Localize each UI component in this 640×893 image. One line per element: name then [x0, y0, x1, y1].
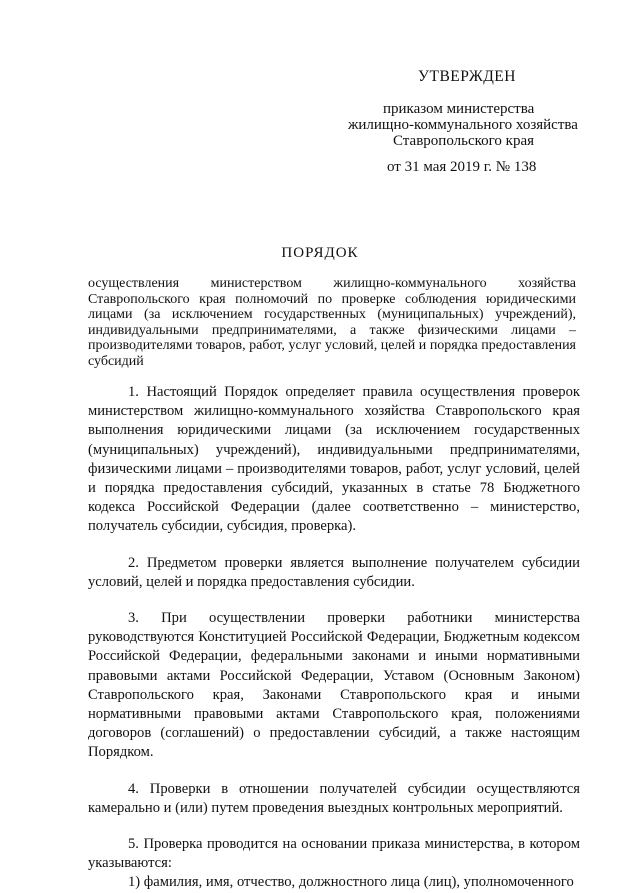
approval-heading: УТВЕРЖДЕН: [418, 68, 516, 85]
approval-line-2: жилищно-коммунального хозяйства: [348, 117, 578, 133]
document-subtitle: осуществления министерством жилищно-коммунального хозяйства Ставропольского края полномочий по проверке соблюдения юридическими лицами (за исключением государственных (муниципальных) учреждений), индивидуальными предпринимателями, а также физическими лицами – производителями товаров, работ, услуг условий, целей и порядка предоставления субсидий: [88, 276, 576, 369]
paragraph-5-item-1: 1) фамилия, имя, отчество, должностного лица (лиц), уполномоченного: [128, 874, 574, 891]
document-title: ПОРЯДОК: [281, 245, 359, 261]
paragraph-2: 2. Предметом проверки является выполнение получателем субсидии условий, целей и порядка предоставления субсидии.: [88, 554, 580, 590]
approval-line-3: Ставропольского края: [393, 133, 534, 149]
approval-line-1: приказом министерства: [383, 101, 535, 117]
paragraph-1: 1. Настоящий Порядок определяет правила осуществления проверок министерством жилищно-коммунального хозяйства Ставропольского края выполнения юридическими лицами (за исключением государственных (муниципальных) учреждений), индивидуальными предпринимателями, физическими лицами – производителями товаров, работ, услуг условий, целей и порядка предоставления субсидий, указанных в статье 78 Бюджетного кодекса Российской Федерации (далее соответственно – министерство, получатель субсидии, субсидия, проверка).: [88, 384, 580, 535]
paragraph-3: 3. При осуществлении проверки работники министерства руководствуются Конституцией Российской Федерации, Бюджетным кодексом Российской Федерации, федеральными законами и иными нормативными правовыми актами Российской Федерации, Уставом (Основным Законом) Ставропольского края, Законами Ставропольского края и иными нормативными правовыми актами Ставропольского края, положениями договоров (соглашений) о предоставлении субсидий, а также настоящим Порядком.: [88, 610, 580, 761]
paragraph-4: 4. Проверки в отношении получателей субсидии осуществляются камерально и (или) путем проведения выездных контрольных мероприятий.: [88, 780, 580, 816]
document-body: [88, 383, 580, 893]
approval-date: от 31 мая 2019 г. № 138: [387, 159, 537, 175]
paragraph-5: 5. Проверка проводится на основании приказа министерства, в котором указываются:: [88, 836, 580, 872]
